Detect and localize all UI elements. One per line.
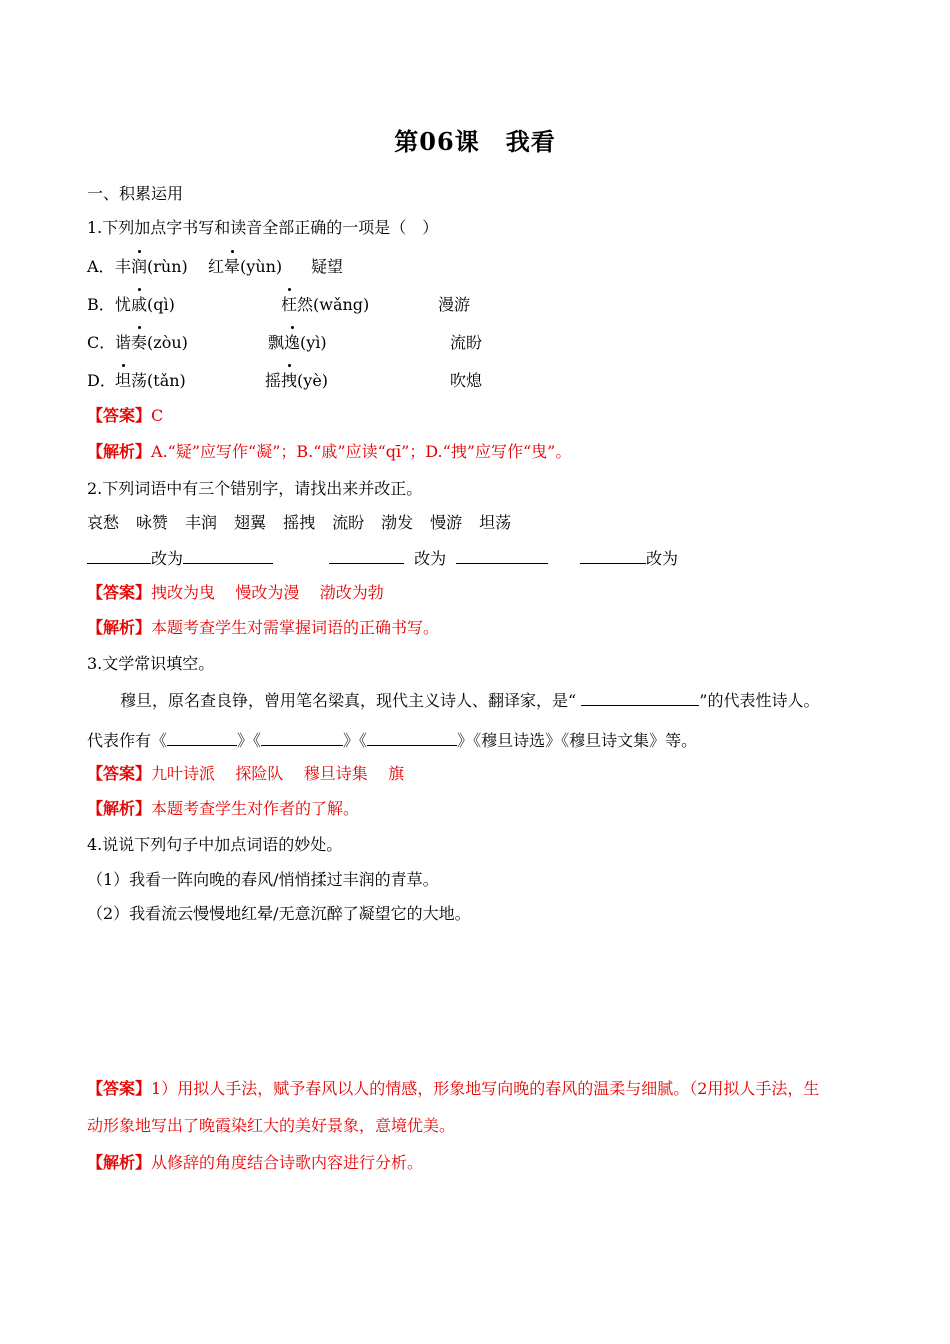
q2-analysis: 【解析】本题考查学生对需掌握词语的正确书写。	[87, 618, 440, 637]
lesson-number: 第06课	[394, 127, 480, 156]
blank-line	[456, 547, 548, 564]
q2-stem: 2.下列词语中有三个错别字，请找出来并改正。	[87, 479, 423, 498]
q2-word-list	[87, 512, 528, 534]
list-item: 渤发	[381, 513, 414, 532]
q1-option-d: D． 坦荡(tǎn) 摇拽(yè) 吹熄	[87, 371, 483, 390]
list-item: 哀愁	[87, 513, 120, 532]
list-item: 丰润	[185, 513, 218, 532]
q3-stem: 3.文学常识填空。	[87, 654, 215, 673]
blank-line	[367, 729, 457, 746]
q1-answer: 【答案】C	[87, 406, 164, 425]
q4-stem: 4.说说下列句子中加点词语的妙处。	[87, 835, 343, 854]
list-item: 咏赞	[136, 513, 169, 532]
section-heading: 一、积累运用	[87, 184, 184, 203]
blank-line	[167, 729, 237, 746]
page-title	[0, 122, 950, 157]
q4-sentence-2: （2）我看流云慢慢地红晕/无意沉醉了凝望它的大地。	[87, 904, 471, 923]
blank-line	[87, 547, 151, 564]
q1-stem: 1.下列加点字书写和读音全部正确的一项是（ ）	[87, 218, 439, 237]
blank-line	[329, 547, 404, 564]
list-item: 摇拽	[283, 513, 316, 532]
q4-analysis: 【解析】从修辞的角度结合诗歌内容进行分析。	[87, 1153, 424, 1172]
list-item: 慢游	[430, 513, 463, 532]
list-item: 坦荡	[479, 513, 512, 532]
q3-works-line: 代表作有《 》《 》《 》《穆旦诗选》《穆旦诗文集》等。	[87, 731, 698, 750]
lesson-name: 我看	[505, 127, 556, 156]
list-item: 翅翼	[234, 513, 267, 532]
q3-paragraph: 穆旦，原名查良铮，曾用笔名梁真，现代主义诗人、翻译家，是“ ”的代表性诗人。	[120, 691, 820, 710]
q1-option-c: C． 谐奏(zòu) 飘逸(yì) 流盼	[87, 333, 483, 352]
blank-line	[580, 547, 646, 564]
q4-sentence-1: （1）我看一阵向晚的春风/悄悄揉过丰润的青草。	[87, 870, 439, 889]
q3-analysis: 【解析】本题考查学生对作者的了解。	[87, 799, 360, 818]
document-page: 第06课 我看 一、积累运用 1.下列加点字书写和读音全部正确的一项是（ ） A． 丰润(rùn) 红晕(yùn) 疑望 B． 忧戚(qì) 枉然(wǎng) 漫游 C． 谐奏(zòu) 飘逸(yì) 流盼 D． 坦荡(tǎn) 摇拽(yè) 吹熄 【答案】C 【解析】A.“疑”应写作“凝”；B.“戚”应读“qī”；D.“拽”应写作“曳”。 2.下列词语中有三个错别字，请找出来并改正。 哀愁 咏赞 丰润 翅翼 摇拽 流盼 渤发 慢游 坦荡 改为 改为 改为 【答案】拽改为曳 慢改为漫 渤改为勃 【解析】本题考查学生对需掌握词语的正确书写。 3.文学常识填空。 穆旦，原名查良铮，曾用笔名梁真，现代主义诗人、翻译家，是“ ”的代表性诗人。 代表作有《 》《 》《 》《穆旦诗选》《穆旦诗文集》等。 【答案】九叶诗派 探险队 穆旦诗集 旗 【解析】本题考查学生对作者的了解。 4.说说下列句子中加点词语的妙处。 （1）我看一阵向晚的春风/悄悄揉过丰润的青草。 （2）我看流云慢慢地红晕/无意沉醉了凝望它的大地。 【答案】1）用拟人手法，赋予春风以人的情感，形象地写向晚的春风的温柔与细腻。（2用拟人手法，生 动形象地写出了晚霞染红大的美好景象，意境优美。 【解析】从修辞的角度结合诗歌内容进行分析。	[0, 0, 950, 1344]
q1-option-b: B． 忧戚(qì) 枉然(wǎng) 漫游	[87, 295, 471, 314]
q1-option-a: A． 丰润(rùn) 红晕(yùn) 疑望	[87, 257, 344, 276]
blank-line	[261, 729, 343, 746]
list-item: 流盼	[332, 513, 365, 532]
q3-answer: 【答案】九叶诗派 探险队 穆旦诗集 旗	[87, 764, 405, 783]
blank-line	[183, 547, 273, 564]
q2-answer: 【答案】拽改为曳 慢改为漫 渤改为勃	[87, 583, 384, 602]
q4-answer-continued: 动形象地写出了晚霞染红大的美好景象，意境优美。	[87, 1116, 456, 1135]
q1-analysis: 【解析】A.“疑”应写作“凝”；B.“戚”应读“qī”；D.“拽”应写作“曳”。	[87, 442, 572, 461]
q4-answer: 【答案】1）用拟人手法，赋予春风以人的情感，形象地写向晚的春风的温柔与细腻。（2用拟人手法，生	[87, 1079, 820, 1098]
blank-line	[581, 689, 699, 706]
